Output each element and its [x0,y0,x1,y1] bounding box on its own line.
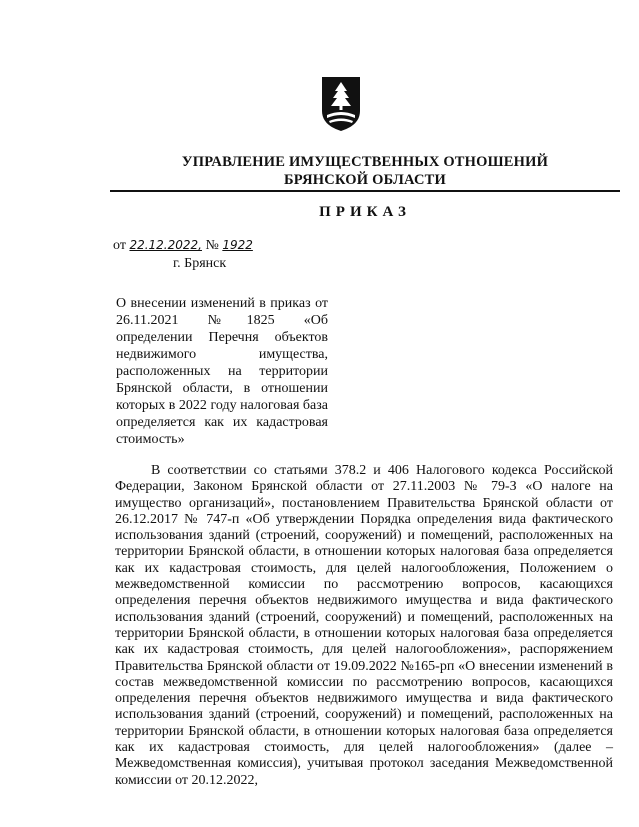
org-line-2: БРЯНСКОЙ ОБЛАСТИ [284,172,446,188]
document-type: ПРИКАЗ [319,204,411,220]
subject-block: О внесении изменений в приказ от 26.11.2021 №1825 «Об определении Перечня объектов недвижимого имущества, расположенных на территории Брянской области, в отношении которых в 2022 году налоговая база определяется как их кадастровая стоимость» [116,296,328,447]
org-line-1: УПРАВЛЕНИЕ ИМУЩЕСТВЕННЫХ ОТНОШЕНИЙ [181,154,549,170]
number-prefix: № [205,238,219,253]
date-prefix: от [113,238,126,253]
brjansk-coat-of-arms-icon [320,75,362,133]
header-divider [110,190,620,192]
body-paragraph: В соответствии со статьями 378.2 и 406 Налогового кодекса Российской Федерации, Законом Брянской области от 27.11.2003 № 79-З «О налоге на имущество организаций», постановлением Правительства Брянской области от 26.12.2017 № 747-п «Об утверждении Порядка определения вида фактического использования зданий (строений, сооружений) и помещений, расположенных на территории Брянской области, в отношении которых налоговая база определяется как их кадастровая стоимость, для целей налогообложения, Положением о межведомственной комиссии по рассмотрению вопросов, касающихся определения перечня объектов недвижимого имущества и вида фактического использования зданий (строений, сооружений) и помещений, расположенных на территории Брянской области, в отношении которых налоговая база определяется как их кадастровая стоимость, для целей налогообложения», распоряжением Правительства Брянской области от 19.09.2022 №165-рп «О внесении изменений в состав межведомственной комиссии по рассмотрению вопросов, касающихся определения перечня объектов недвижимого имущества и вида фактического использования зданий (строений, сооружений) и помещений, расположенных на территории Брянской области, в отношении которых налоговая база определяется как их кадастровая стоимость, для целей налогообложения» (далее – Межведомственная комиссия), учитывая протокол заседания Межведомственной комиссии от 20.12.2022, [115,463,613,788]
number-handwritten: 1922 [222,238,253,252]
date-handwritten: 22.12.2022, [129,238,202,252]
organization-name [150,153,580,189]
dateline [113,238,253,254]
city: г. Брянск [173,256,227,271]
document-body [115,463,613,789]
